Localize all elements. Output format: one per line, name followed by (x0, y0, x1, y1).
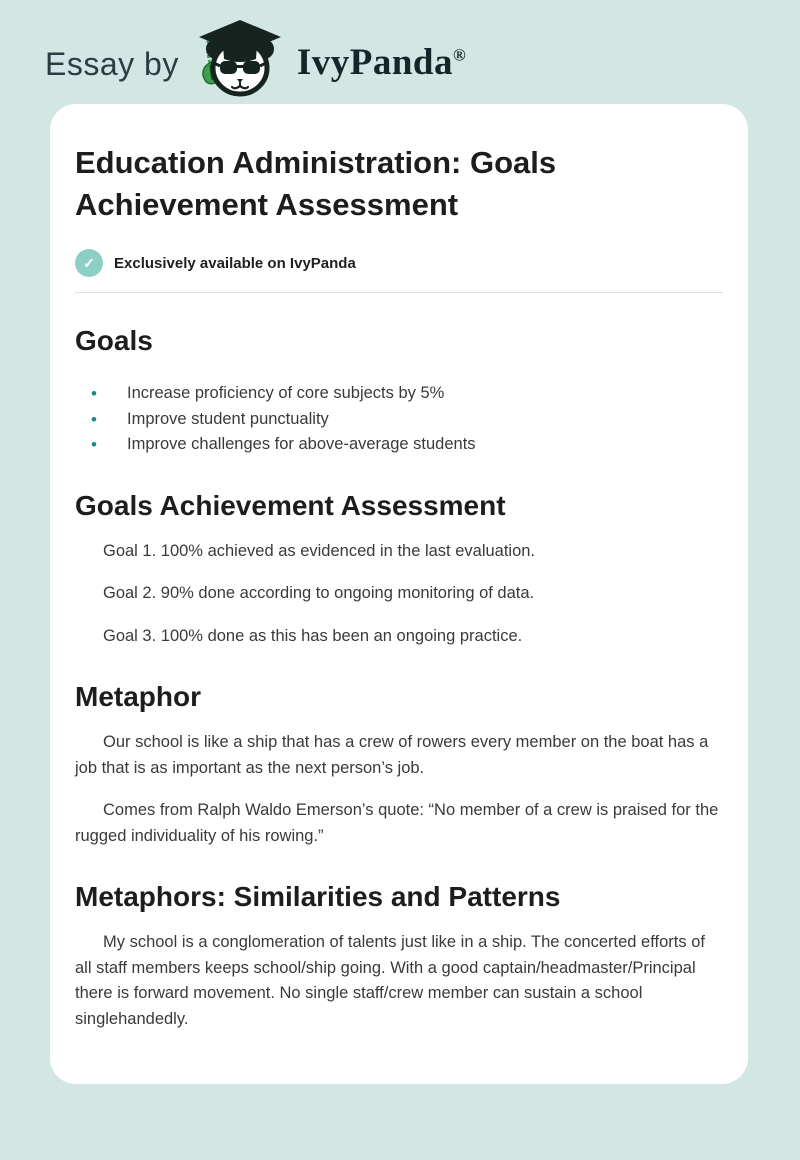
essay-card (50, 104, 748, 1084)
list-item (75, 432, 723, 458)
essay-by-label: Essay by (45, 45, 179, 82)
list-item (75, 407, 723, 433)
metaphor-heading: Metaphor (75, 681, 201, 712)
registered-mark: ® (452, 45, 467, 65)
exclusive-badge (75, 249, 723, 277)
paragraph: Goal 3. 100% done as this has been an ongoing practice. (103, 626, 523, 645)
check-icon: ✓ (75, 249, 103, 277)
bullet-icon: • (91, 435, 97, 454)
page-title: Education Administration: Goals Achievement Assessment (75, 145, 557, 222)
paragraph: Comes from Ralph Waldo Emerson’s quote: “No member of a crew is praised for the rugged individuality of his rowing.” (75, 801, 719, 845)
panda-graduate-icon (193, 16, 297, 102)
brand-name: IvyPanda (296, 41, 453, 83)
section-metaphor (75, 681, 723, 849)
section-goals (75, 325, 723, 458)
goals-list (75, 381, 723, 458)
paragraph: My school is a conglomeration of talents just like in a ship. The concerted efforts of all staff members keeps school/ship going. With a good captain/headmaster/Principal there is forward movement. No single staff/crew member can sustain a school singlehandedly. (75, 933, 705, 1028)
bullet-icon: • (91, 409, 97, 429)
section-patterns (75, 881, 723, 1032)
assessment-heading: Goals Achievement Assessment (75, 489, 506, 521)
list-item-text: Improve student punctuality (127, 409, 329, 428)
divider (75, 292, 723, 293)
list-item (75, 381, 723, 407)
paragraph: Goal 1. 100% achieved as evidenced in the last evaluation. (103, 541, 536, 560)
exclusive-badge-label: Exclusively available on IvyPanda (114, 254, 356, 272)
site-header (0, 0, 800, 92)
list-item-text: Increase proficiency of core subjects by 5% (127, 384, 445, 402)
paragraph: Goal 2. 90% done according to ongoing monitoring of data. (103, 584, 535, 602)
patterns-heading: Metaphors: Similarities and Patterns (75, 881, 561, 912)
list-item-text: Improve challenges for above-average students (127, 435, 476, 453)
bullet-icon: • (91, 384, 97, 403)
brand-logo-text (297, 41, 466, 84)
section-assessment (75, 490, 723, 650)
paragraph: Our school is like a ship that has a crew of rowers every member on the boat has a job that is as important as the next person’s job. (75, 733, 709, 777)
goals-heading: Goals (75, 325, 153, 356)
